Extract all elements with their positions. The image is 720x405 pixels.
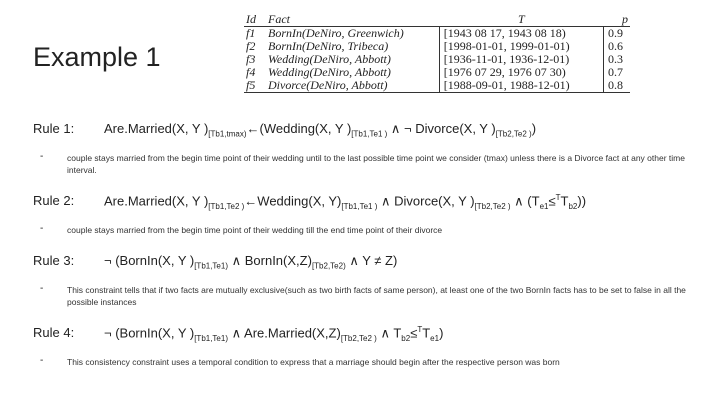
formula-part: [Tb2,Te2 ) bbox=[495, 129, 532, 139]
fact-text: BornIn(DeNiro, Tribeca) bbox=[268, 39, 389, 53]
fact-interval: [1936-11-01, 1936-12-01) bbox=[439, 53, 603, 66]
header-id: Id bbox=[244, 13, 266, 27]
formula-part: ∧ ¬ Divorce(X, Y ) bbox=[387, 121, 496, 136]
rule-label: Rule 3: bbox=[33, 253, 75, 268]
fact-probability: 0.8 bbox=[603, 79, 630, 93]
formula-part: b2 bbox=[401, 333, 411, 343]
facts-table bbox=[244, 13, 630, 93]
rule-label: Rule 4: bbox=[33, 325, 75, 340]
formula-part: e1 bbox=[539, 201, 549, 211]
formula-part: T bbox=[555, 193, 561, 202]
formula-part: ) bbox=[531, 121, 537, 136]
header-t: T bbox=[439, 13, 603, 27]
formula-part: T bbox=[422, 325, 431, 341]
fact-probability: 0.6 bbox=[603, 40, 630, 53]
rule-formula bbox=[104, 121, 536, 139]
formula-part: Are.Married(X, Y ) bbox=[104, 193, 209, 209]
formula-part: ¬ (BornIn(X, Y ) bbox=[104, 253, 195, 268]
formula-part: [Tb1,Te2 ) bbox=[208, 201, 245, 211]
fact-probability: 0.3 bbox=[603, 53, 630, 66]
rule-description: couple stays married from the begin time point of their wedding until to the last possible time point we consider (tmax) unless there is a Divorce fact at any other time interval. bbox=[67, 153, 685, 175]
rule-description: This consistency constraint uses a temporal condition to express that a marriage should begin after the respective person was born bbox=[67, 357, 560, 367]
formula-part: ≤ bbox=[410, 325, 418, 341]
fact-interval: [1988-09-01, 1988-12-01) bbox=[439, 79, 603, 93]
formula-part: [Tb1,Te1) bbox=[194, 261, 228, 271]
rule-formula bbox=[104, 325, 443, 343]
formula-part: ∧ Y ≠ Z) bbox=[345, 253, 398, 268]
bullet-dash-icon: - bbox=[40, 283, 44, 294]
slide-title: Example 1 bbox=[33, 42, 161, 72]
fact-interval: [1976 07 29, 1976 07 30) bbox=[439, 66, 603, 79]
fact-text: Wedding(DeNiro, Abbott) bbox=[268, 52, 391, 66]
formula-part: [Tb1,Te1) bbox=[194, 333, 228, 343]
fact-id: f1 bbox=[246, 26, 256, 40]
formula-part: ←(Wedding(X, Y ) bbox=[246, 121, 352, 136]
formula-part: [Tb1,Te1 ) bbox=[351, 129, 388, 139]
formula-part: ¬ (BornIn(X, Y ) bbox=[104, 325, 195, 341]
formula-part: ←Wedding(X, Y) bbox=[244, 193, 342, 209]
fact-interval: [1943 08 17, 1943 08 18) bbox=[439, 27, 603, 41]
rule-formula bbox=[104, 253, 397, 271]
header-fact: Fact bbox=[266, 13, 439, 27]
formula-part: ∧ Are.Married(X,Z) bbox=[228, 325, 341, 341]
fact-text: Divorce(DeNiro, Abbott) bbox=[266, 79, 439, 93]
formula-part: T bbox=[417, 325, 423, 334]
formula-part: )) bbox=[577, 193, 587, 209]
header-p: p bbox=[603, 13, 630, 27]
fact-row bbox=[244, 79, 630, 93]
rule-label: Rule 1: bbox=[33, 121, 75, 136]
formula-part: [Tb1,tmax) bbox=[208, 129, 247, 139]
fact-id: f4 bbox=[246, 65, 256, 79]
fact-id: f3 bbox=[246, 52, 256, 66]
fact-text: Wedding(DeNiro, Abbott) bbox=[268, 65, 391, 79]
fact-text: BornIn(DeNiro, Greenwich) bbox=[268, 26, 404, 40]
fact-probability: 0.7 bbox=[603, 66, 630, 79]
fact-id: f2 bbox=[246, 39, 256, 53]
formula-part: [Tb1,Te1 ) bbox=[341, 201, 378, 211]
formula-part: [Tb2,Te2 ) bbox=[340, 333, 377, 343]
bullet-dash-icon: - bbox=[40, 355, 44, 366]
formula-part: b2 bbox=[568, 201, 578, 211]
formula-part: ≤ bbox=[548, 193, 556, 209]
formula-part: Are.Married(X, Y ) bbox=[104, 121, 209, 136]
formula-part: ∧ Divorce(X, Y ) bbox=[377, 193, 475, 209]
formula-part: ∧ (T bbox=[510, 193, 540, 209]
facts-header-row bbox=[244, 13, 630, 27]
formula-part: ∧ BornIn(X,Z) bbox=[228, 253, 312, 268]
rule-description: couple stays married from the begin time point of their wedding till the end time point of their divorce bbox=[67, 225, 443, 235]
fact-interval: [1998-01-01, 1999-01-01) bbox=[439, 40, 603, 53]
bullet-dash-icon: - bbox=[40, 151, 44, 162]
formula-part: [Tb2,Te2) bbox=[311, 261, 346, 271]
fact-row bbox=[244, 27, 630, 41]
formula-part: e1 bbox=[430, 333, 440, 343]
formula-part: ∧ T bbox=[376, 325, 402, 341]
formula-part: ) bbox=[439, 325, 444, 341]
rule-label: Rule 2: bbox=[33, 193, 75, 208]
fact-probability: 0.9 bbox=[603, 27, 630, 41]
bullet-dash-icon: - bbox=[40, 223, 44, 234]
rule-description: This constraint tells that if two facts are mutually exclusive(such as two birth facts of same person), at least one of the two BornIn facts has to be set to false in all the possible instances bbox=[67, 285, 686, 307]
fact-id: f5 bbox=[244, 79, 266, 93]
formula-part: [Tb2,Te2 ) bbox=[474, 201, 511, 211]
rule-formula bbox=[104, 193, 586, 211]
formula-part: T bbox=[560, 193, 569, 209]
